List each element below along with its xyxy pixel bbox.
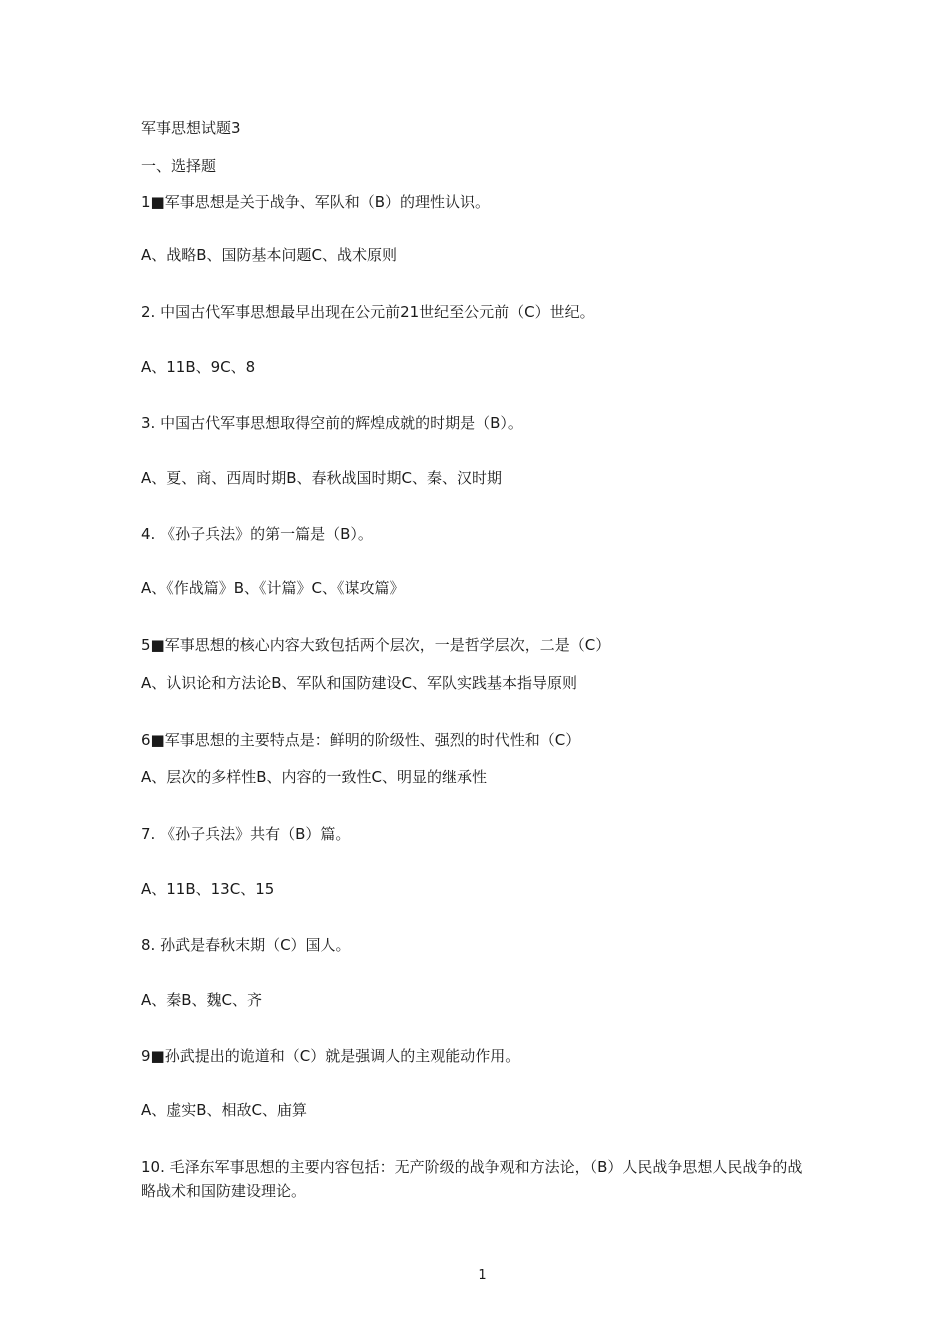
document-title: 军事思想试题3 [141, 119, 241, 137]
question-9: 9■孙武提出的诡道和（C）就是强调人的主观能动作用。 [141, 1047, 521, 1065]
answer-options-4: A、《作战篇》B、《计篇》C、《谋攻篇》 [141, 579, 405, 597]
answer-options-2: A、11B、9C、8 [141, 358, 256, 376]
question-6: 6■军事思想的主要特点是：鲜明的阶级性、强烈的时代性和（C） [141, 731, 581, 749]
answer-options-5: A、认识论和方法论B、军队和国防建设C、军队实践基本指导原则 [141, 674, 578, 692]
page-number: 1 [478, 1268, 487, 1283]
question-4: 4. 《孙子兵法》的第一篇是（B）。 [141, 525, 373, 543]
answer-options-9: A、虚实B、相敌C、庙算 [141, 1101, 308, 1119]
answer-options-1: A、战略B、国防基本问题C、战术原则 [141, 246, 398, 264]
answer-options-3: A、夏、商、西周时期B、春秋战国时期C、秦、汉时期 [141, 469, 503, 487]
question-2: 2. 中国古代军事思想最早出现在公元前21世纪至公元前（C）世纪。 [141, 303, 595, 321]
question-10: 10. 毛泽东军事思想的主要内容包括：无产阶级的战争观和方法论，（B）人民战争思想人民战争的战略战术和国防建设理论。 [141, 1158, 803, 1200]
question-3: 3. 中国古代军事思想取得空前的辉煌成就的时期是（B）。 [141, 414, 523, 432]
question-5: 5■军事思想的核心内容大致包括两个层次，一是哲学层次，二是（C） [141, 636, 611, 654]
answer-options-8: A、秦B、魏C、齐 [141, 991, 263, 1009]
question-1: 1■军事思想是关于战争、军队和（B）的理性认识。 [141, 193, 491, 211]
answer-options-6: A、层次的多样性B、内容的一致性C、明显的继承性 [141, 768, 488, 786]
question-8: 8. 孙武是春秋末期（C）国人。 [141, 936, 351, 954]
question-7: 7. 《孙子兵法》共有（B）篇。 [141, 825, 351, 843]
answer-options-7: A、11B、13C、15 [141, 880, 275, 898]
section-heading: 一、选择题 [141, 157, 217, 175]
